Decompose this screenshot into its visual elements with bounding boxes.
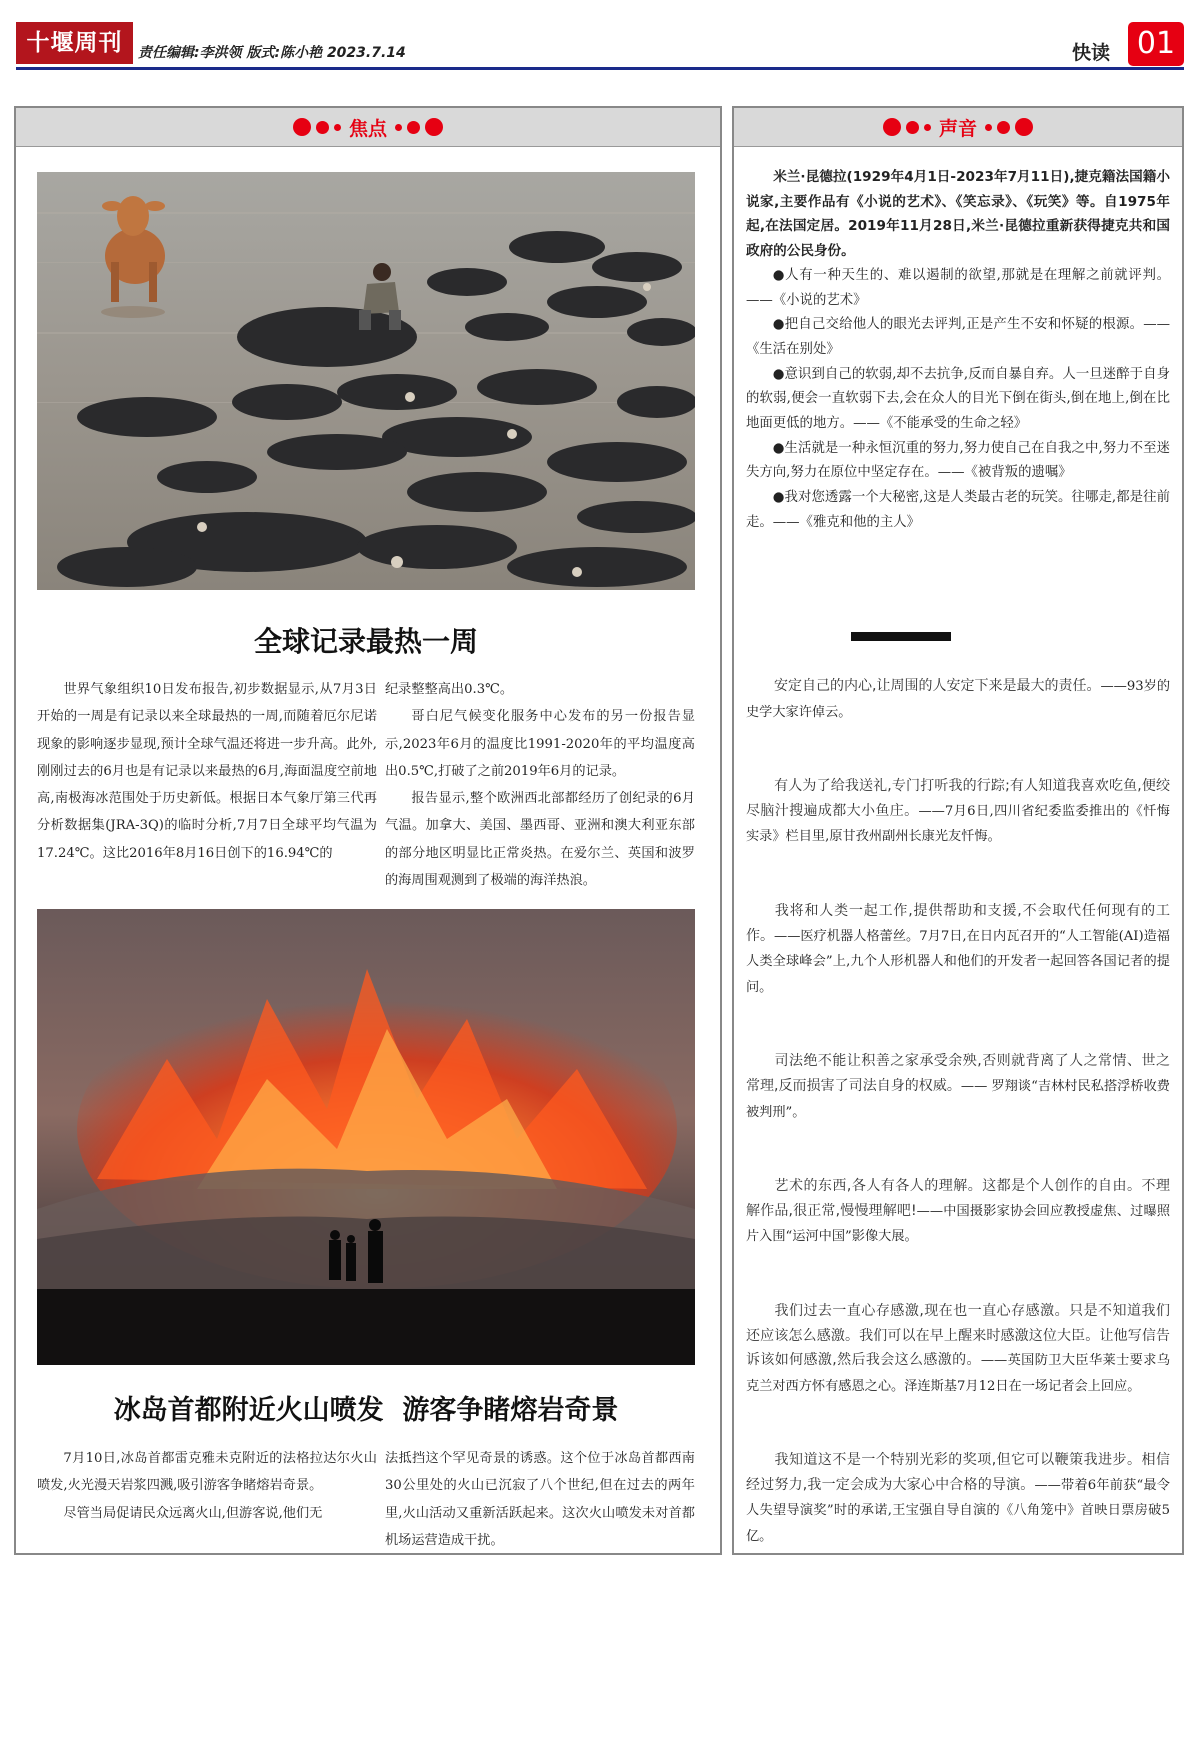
article1-paragraph: 哥白尼气候变化服务中心发布的另一份报告显示,2023年6月的温度比1991-2020年的平均温度高出0.5℃,打破了之前2019年6月的记录。: [385, 709, 695, 779]
voice-text: 安定自己的内心,让周围的人安定下来是最大的责任。: [774, 678, 1101, 694]
newspaper-logo: 十堰周刊: [16, 22, 133, 64]
voices-panel-header: [734, 108, 1182, 147]
page-number: 01: [1128, 22, 1184, 66]
voice-item: [746, 1174, 1170, 1250]
volcano-eruption-illustration: [37, 909, 695, 1365]
voice-text: 我们过去一直心存感激,现在也一直心存感激。只是不知道我们还应该怎么感激。我们可以在早上醒来时感激这位大臣。让他写信告诉该如何感激,然后我会这么感激的。: [746, 1302, 1170, 1369]
voice-text: 艺术的东西,各人有各人的理解。这都是个人创作的自由。不理解作品,很正常,慢慢理解吧!: [746, 1178, 1170, 1219]
quote-item: ●意识到自己的软弱,却不去抗争,反而自暴自弃。人一旦迷醉于自身的软弱,便会一直软弱下去,会在众人的目光下倒在街头,倒在地上,倒在比地面更低的地方。——《不能承受的生命之轻》: [746, 366, 1170, 432]
decor-dot-icon: [395, 124, 402, 131]
voice-source: —— 罗翔谈“吉林村民私搭浮桥收费被判刑”。: [746, 1078, 1170, 1120]
voice-item: [746, 1299, 1170, 1399]
article2-paragraph: 7月10日,冰岛首都雷克雅未克附近的法格拉达尔火山喷发,火光漫天岩浆四溅,吸引游客争睹熔岩奇景。: [37, 1451, 377, 1494]
voice-text: 有人为了给我送礼,专门打听我的行踪;有人知道我喜欢吃鱼,便绞尽脑汁搜遍成都大小鱼庄。: [746, 778, 1170, 819]
voice-source: ——医疗机器人格蕾丝。7月7日,在日内瓦召开的“人工智能(AI)造福人类全球峰会”上,九个人形机器人和他们的开发者一起回答各国记者的提问。: [746, 928, 1170, 995]
quote-item: ●生活就是一种永恒沉重的努力,努力使自己在自我之中,努力不至迷失方向,努力在原位中坚定存在。——《被背叛的遗嘱》: [746, 440, 1170, 481]
voice-source: ——中国摄影家协会回应教授虚焦、过曝照片入围“运河中国”影像大展。: [746, 1203, 1171, 1245]
decor-dot-icon: [334, 124, 341, 131]
quote-item: ●人有一种天生的、难以遏制的欲望,那就是在理解之前就评判。——《小说的艺术》: [746, 267, 1170, 308]
decor-dot-icon: [985, 124, 992, 131]
article2-paragraph: 法抵挡这个罕见奇景的诱惑。这个位于冰岛首都西南30公里处的火山已沉寂了八个世纪,但在过去的两年里,火山活动又重新活跃起来。这次火山喷发未对首都机场运营造成干扰。: [385, 1451, 695, 1548]
voice-item: [746, 674, 1170, 725]
voice-text: 我将和人类一起工作,提供帮助和支援,不会取代任何现有的工作。: [746, 902, 1170, 944]
editor-line: 责任编辑:李洪领 版式:陈小艳 2023.7.14: [138, 45, 406, 61]
masthead: [16, 22, 1184, 68]
kundera-bio: 米兰·昆德拉(1929年4月1日-2023年7月11日),捷克籍法国籍小说家,主要作品有《小说的艺术》、《笑忘录》、《玩笑》等。自1975年起,在法国定居。2019年11月28日,米兰·昆德拉重新获得捷克共和国政府的公民身份。: [746, 169, 1170, 260]
article1-paragraph: 世界气象组织10日发布报告,初步数据显示,从7月3日开始的一周是有记录以来全球最热的一周,而随着厄尔尼诺现象的影响逐步显现,预计全球气温还将进一步升高。此外,刚刚过去的6月也是有记录以来最热的6月,海面温度空前地高,南极海冰范围处于历史新低。根据日本气象厅第三代再分析数据集(JRA-3Q)的临时分析,7月7日全球平均气温为17.24℃。这比2016年8月16日创下的16.94℃的: [37, 682, 377, 861]
voice-source: ——93岁的史学大家许倬云。: [746, 679, 1171, 720]
decor-dot-icon: [316, 121, 329, 134]
buffalo-river-photo: [37, 172, 695, 590]
kundera-quotes: [746, 165, 1170, 536]
article1-paragraph: 纪录整整高出0.3℃。: [385, 682, 514, 697]
voice-text: 司法绝不能让积善之家承受余殃,否则就背离了人之常情、世之常理,反而损害了司法自身的权威。: [746, 1053, 1170, 1094]
decor-dot-icon: [1015, 118, 1033, 136]
decor-dot-icon: [883, 118, 901, 136]
decor-dot-icon: [425, 118, 443, 136]
decor-dot-icon: [407, 121, 420, 134]
article2-title: 冰岛首都附近火山喷发 游客争睹熔岩奇景: [113, 1395, 619, 1426]
voices-panel-title: 声音: [938, 117, 977, 140]
quote-item: ●把自己交给他人的眼光去评判,正是产生不安和怀疑的根源。——《生活在别处》: [746, 317, 1170, 357]
decor-dot-icon: [924, 124, 931, 131]
article2-paragraph: 尽管当局促请民众远离火山,但游客说,他们无: [63, 1505, 323, 1521]
article1-paragraph: 报告显示,整个欧洲西北部都经历了创纪录的6月气温。加拿大、美国、墨西哥、亚洲和澳大利亚东部的部分地区明显比正常炎热。在爱尔兰、英国和波罗的海周围观测到了极端的海洋热浪。: [385, 791, 695, 889]
article1-title: 全球记录最热一周: [253, 625, 478, 658]
article1-body: [37, 676, 695, 894]
quote-item: ●我对您透露一个大秘密,这是人类最古老的玩笑。往哪走,都是往前走。——《雅克和他的主人》: [746, 490, 1170, 530]
voice-item: [746, 1049, 1170, 1125]
decor-dot-icon: [906, 121, 919, 134]
voice-source: ——英国防卫大臣华莱士要求乌克兰对西方怀有感恩之心。泽连斯基7月12日在一场记者会上回应。: [746, 1353, 1171, 1394]
volcano-eruption-photo: [37, 909, 695, 1365]
article1-col1: [37, 676, 377, 894]
voice-text: 我知道这不是一个特别光彩的奖项,但它可以鞭策我进步。相信经过努力,我一定会成为大家心中合格的导演。: [746, 1452, 1170, 1493]
focus-panel-title: 焦点: [348, 117, 387, 140]
section-title: 快读: [1071, 42, 1110, 64]
article2-body: [37, 1445, 695, 1554]
article2-col2: [385, 1445, 695, 1554]
focus-panel-header: [16, 108, 720, 147]
decor-dot-icon: [293, 118, 311, 136]
buffalo-river-illustration: [37, 172, 695, 590]
voice-source: ——带着6年前获“最令人失望导演奖”时的承诺,王宝强自导自演的《八角笼中》首映日票房破5亿。: [746, 1477, 1170, 1545]
article2-col1: [37, 1445, 377, 1554]
voice-item: [746, 899, 1170, 1000]
voice-item: [746, 1448, 1170, 1549]
article1-col2: [385, 676, 695, 894]
voice-source: ——7月6日,四川省纪委监委推出的《忏悔实录》栏目里,原甘孜州副州长康光友忏悔。: [746, 803, 1170, 845]
header-rule: [16, 67, 1184, 70]
voices-list: [746, 674, 1170, 1550]
voice-item: [746, 774, 1170, 850]
section-divider: [851, 632, 951, 641]
decor-dot-icon: [997, 121, 1010, 134]
